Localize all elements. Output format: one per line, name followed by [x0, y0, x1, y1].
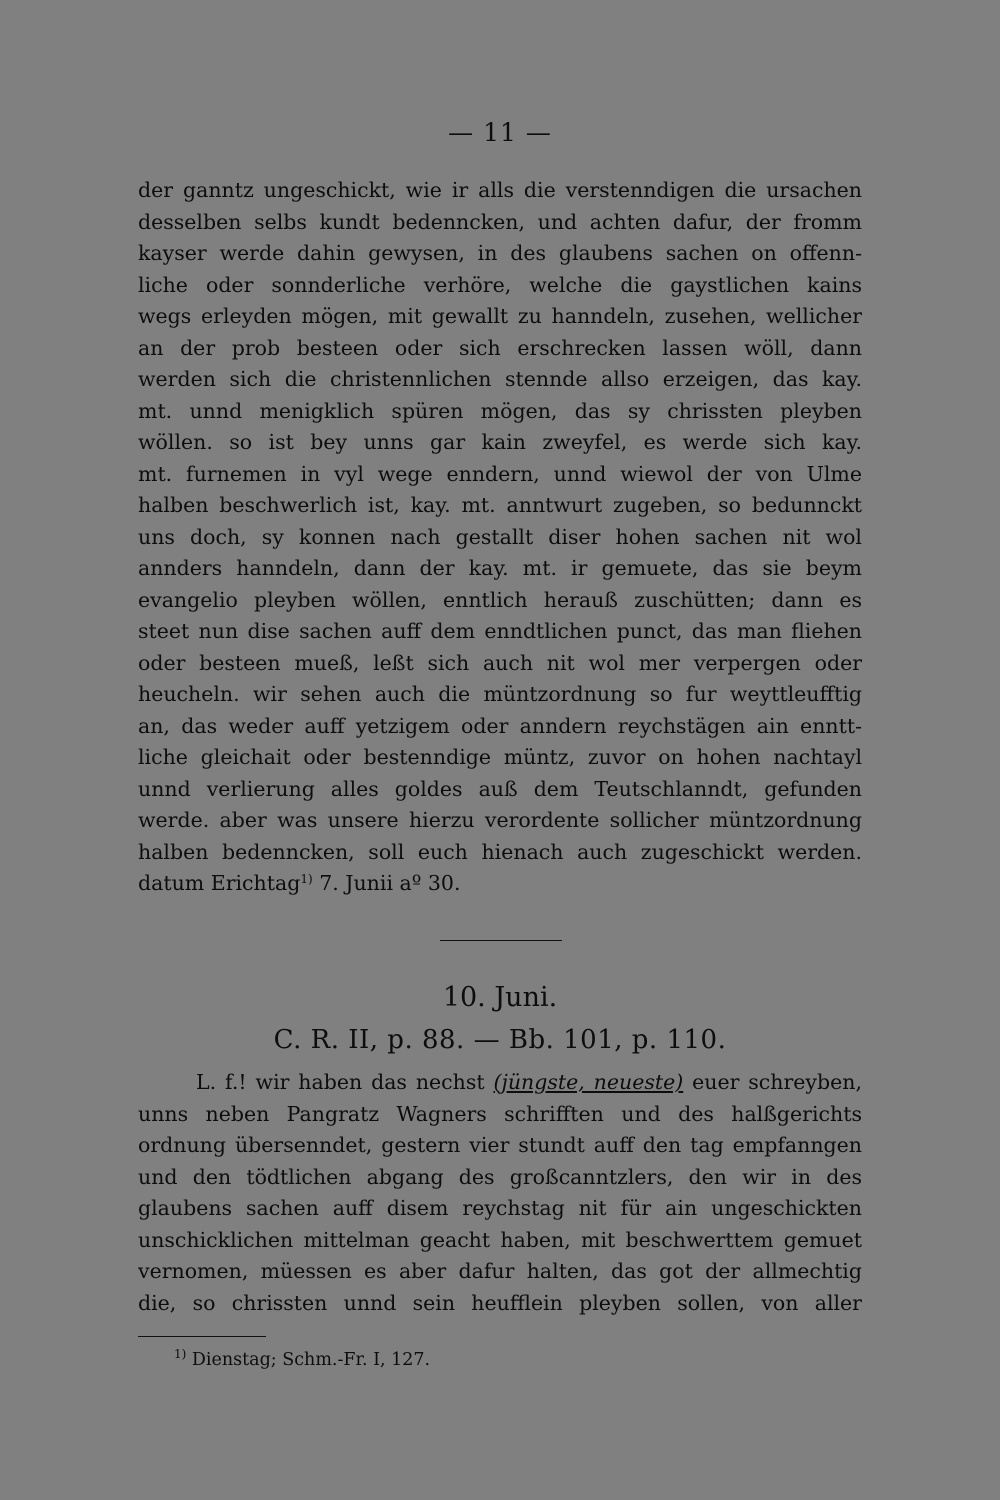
text-line: werden sich die christennlichen stennde allso erzeigen, das kay. [138, 367, 862, 391]
text-line: liche gleichait oder bestenndige müntz, zuvor on hohen nachtayl [138, 745, 862, 769]
footnote-reference: 1) [300, 872, 313, 886]
text-line: desselben selbs kundt bedenncken, und achten dafur, der fromm [138, 209, 862, 234]
text-line: werde. aber was unsere hierzu verordente sollicher müntzordnung [138, 808, 862, 832]
paragraph-one [138, 175, 862, 900]
section-divider [440, 940, 562, 941]
text-line [138, 1067, 862, 1099]
text-line: kayser werde dahin gewysen, in des glaubens sachen on offenn- [138, 241, 862, 265]
text-line: mt. furnemen in vyl wege enndern, unnd wiewol der von Ulme [138, 461, 862, 486]
section-source-heading: C. R. II, p. 88. — Bb. 101, p. 110. [273, 1025, 727, 1055]
text-line: halben bedenncken, soll euch hienach auch zugeschickt werden. [138, 839, 862, 864]
closing-prefix: datum Erichtag [138, 871, 301, 895]
text-line: uns doch, sy konnen nach gestallt diser hohen sachen nit wol [138, 524, 862, 549]
text-line: steet nun dise sachen auff dem enndtlichen punct, das man fliehen [138, 619, 862, 643]
text-line: wöllen. so ist bey unns gar kain zweyfel, es werde sich kay. [138, 430, 862, 454]
text-line: ordnung übersenndet, gestern vier stundt auff den tag empfanngen [138, 1133, 862, 1157]
footnote-rule [138, 1336, 266, 1337]
closing-suffix: 7. Junii aº 30. [312, 871, 461, 895]
text-line: halben beschwerlich ist, kay. mt. anntwurt zugeben, so bedunnckt [138, 493, 862, 517]
footnote-mark: 1) [174, 1347, 187, 1361]
gloss-annotation: (jüngste, neueste) [493, 1070, 684, 1094]
text-line: die, so chrissten unnd sein heufflein pleyben sollen, von aller [138, 1290, 862, 1315]
text-line: liche oder sonnderliche verhöre, welche die gaystlichen kains [138, 272, 862, 297]
text-line: heucheln. wir sehen auch die müntzordnung so fur weyttleufftig [138, 682, 862, 706]
text-line: wegs erleyden mögen, mit gewallt zu hanndeln, zusehen, wellicher [138, 304, 862, 328]
text-line: oder besteen mueß, leßt sich auch nit wol mer verpergen oder [138, 650, 862, 675]
line-start: L. f.! wir haben das nechst [196, 1070, 494, 1094]
closing-line [138, 868, 862, 900]
paragraph-two [138, 1067, 862, 1319]
text-line: mt. unnd menigklich spüren mögen, das sy chrissten pleyben [138, 398, 862, 423]
text-line: vernomen, müessen es aber dafur halten, das got der allmechtig [138, 1259, 862, 1283]
text-line: unschicklichen mittelman geacht haben, mit beschwerttem gemuet [138, 1227, 862, 1252]
text-line: unnd verlierung alles goldes auß dem Teutschlanndt, gefunden [138, 776, 862, 801]
footnote-text: Dienstag; Schm.-Fr. I, 127. [186, 1350, 431, 1370]
text-line: annders hanndeln, dann der kay. mt. ir gemuete, das sie beym [138, 556, 862, 580]
footnote [174, 1347, 431, 1370]
line-end: euer schreyben, [683, 1070, 862, 1094]
page-number: — 11 — [448, 118, 552, 147]
text-line: der ganntz ungeschickt, wie ir alls die verstenndigen die ursachen [138, 178, 862, 202]
text-line: und den tödtlichen abgang des großcanntzlers, den wir in des [138, 1164, 862, 1189]
text-line: glaubens sachen auff disem reychstag nit für ain ungeschickten [138, 1196, 862, 1220]
text-line: an, das weder auff yetzigem oder anndern reychstägen ain enntt- [138, 713, 862, 738]
section-date-heading: 10. Juni. [442, 982, 558, 1013]
text-line: evangelio pleyben wöllen, enntlich herauß zuschütten; dann es [138, 587, 862, 612]
text-line: an der prob besteen oder sich erschrecken lassen wöll, dann [138, 335, 862, 360]
text-line: unns neben Pangratz Wagners schrifften und des halßgerichts [138, 1101, 862, 1126]
